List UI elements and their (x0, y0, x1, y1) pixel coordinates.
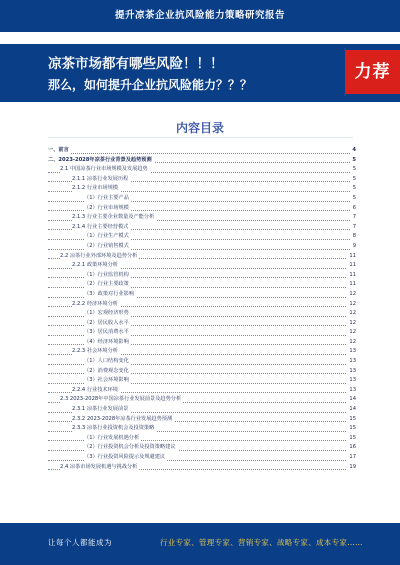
toc-entry-page: 14 (349, 406, 356, 413)
toc-entry-title: 2.2.1 政策环境分析 (72, 262, 118, 269)
toc-entry[interactable] (48, 463, 356, 473)
toc-entry-title: 2.3.3 凉茶行业投资机会及投资策略 (72, 425, 155, 432)
toc-entry-title: 2.1.3 行业主要企业数量及产能分析 (72, 214, 155, 221)
toc-entry-page: 12 (349, 310, 356, 317)
toc-entry-page: 13 (349, 386, 356, 393)
toc-entry-page: 7 (352, 223, 356, 230)
report-title: 提升凉茶企业抗风险能力策略研究报告 (114, 10, 285, 21)
toc-entry-title: （2）行业主要政策 (84, 281, 129, 288)
toc-heading: 内容目录 (175, 121, 224, 135)
toc-entry-title: （2）居民收入水平 (84, 319, 129, 326)
toc-entry-page: 6 (352, 204, 356, 211)
toc-entry-page: 12 (349, 300, 356, 307)
toc-entry-title: （1）人口结构变化 (84, 358, 129, 365)
toc-entry[interactable] (48, 213, 356, 223)
toc-entry[interactable] (48, 232, 356, 242)
toc-entry-title: （3）政策对行业影响 (84, 290, 134, 297)
toc-entry[interactable] (48, 347, 356, 357)
toc-entry[interactable] (48, 261, 356, 271)
toc-entry[interactable] (48, 271, 356, 281)
toc-entry[interactable] (48, 395, 356, 405)
toc-entry[interactable] (48, 252, 356, 262)
toc-entry-title: （1）行业监管机构 (84, 271, 129, 278)
toc-entry-title: 2.3.2 2023-2028年凉茶行业发展趋势预测 (72, 415, 173, 422)
toc-entry[interactable] (48, 223, 356, 233)
recommend-badge: 力荐 (345, 50, 400, 94)
toc-entry[interactable] (48, 424, 356, 434)
footer-bar (0, 523, 400, 565)
toc-entry-title: 2.1.1 凉茶行业发展历程 (72, 175, 129, 182)
toc-entry-title: 2.3 2023-2028年中国凉茶行业发展前景及趋势分析 (60, 396, 182, 403)
toc-entry-title: 一、前言 (48, 147, 69, 153)
toc-entry-page: 13 (349, 348, 356, 355)
toc-entry-title: 2.1 中国凉茶行业市场规模及发展趋势 (60, 166, 148, 173)
toc-entry-page: 7 (352, 214, 356, 221)
toc-entry[interactable] (48, 280, 356, 290)
toc-entry-title: （2）行业市场规模 (84, 204, 129, 211)
toc-entry-page: 13 (349, 377, 356, 384)
footer-slogan: 让每个人都能成为 (48, 538, 112, 547)
toc-entry-title: （4）经济环境影响 (84, 338, 129, 345)
toc-entry-page: 9 (352, 242, 356, 249)
toc-entry-page: 11 (349, 281, 356, 288)
toc-entry-page: 8 (352, 233, 356, 240)
toc-entry[interactable] (48, 156, 356, 166)
toc-entry[interactable] (48, 290, 356, 300)
toc-entry-title: 2.4 凉茶市场发展机遇与挑战分析 (60, 463, 138, 470)
toc-entry-title: 2.1.4 行业主要经营模式 (72, 223, 129, 230)
toc-entry[interactable] (48, 165, 356, 175)
toc-entry-page: 5 (352, 156, 356, 163)
toc-entry[interactable] (48, 319, 356, 329)
toc-entry-page: 17 (349, 454, 356, 460)
toc-heading-divider (48, 137, 353, 138)
toc-entry[interactable] (48, 367, 356, 377)
toc-entry[interactable] (48, 434, 356, 444)
toc-entry-title: （2）行业销售模式 (84, 242, 129, 249)
banner-subheadline: 那么，如何提升企业抗风险能力？？？ (48, 78, 253, 92)
toc-entry[interactable] (48, 328, 356, 338)
toc-entry-page: 4 (352, 147, 356, 153)
toc-entry[interactable] (48, 386, 356, 396)
toc-entry[interactable] (48, 357, 356, 367)
toc-entry-title: （1）行业生产模式 (84, 233, 129, 240)
toc-entry-title: （3）行业投资风险提示及规避建议 (84, 454, 166, 460)
footer-expert-list: 行业专家、管理专家、营销专家、战略专家、成本专家…… (160, 538, 363, 547)
toc-entry-title: 2.3.1 凉茶行业发展前景 (72, 406, 129, 413)
toc-entry-page: 15 (349, 425, 356, 432)
toc-entry-page: 5 (352, 175, 356, 182)
toc-entry-title: 2.2.4 行业技术环境 (72, 386, 118, 393)
toc-entry-page: 11 (349, 252, 356, 259)
toc-entry-page: 13 (349, 358, 356, 365)
table-of-contents (48, 146, 356, 472)
toc-entry[interactable] (48, 376, 356, 386)
toc-entry[interactable] (48, 242, 356, 252)
toc-entry-title: 2.2 凉茶行业外部环境及趋势分析 (60, 252, 138, 259)
toc-entry-page: 11 (349, 271, 356, 278)
toc-entry-page: 12 (349, 319, 356, 326)
toc-entry[interactable] (48, 443, 356, 453)
toc-leader-dots (48, 153, 356, 154)
toc-entry[interactable] (48, 415, 356, 425)
toc-entry-page: 5 (352, 185, 356, 192)
toc-entry[interactable] (48, 453, 356, 463)
toc-entry[interactable] (48, 338, 356, 348)
toc-entry[interactable] (48, 405, 356, 415)
toc-entry[interactable] (48, 184, 356, 194)
toc-entry-title: （1）宏观经济形势 (84, 310, 129, 317)
toc-entry-page: 12 (349, 338, 356, 345)
toc-entry-page: 5 (352, 166, 356, 173)
toc-entry-page: 12 (349, 290, 356, 297)
toc-entry[interactable] (48, 146, 356, 156)
report-header-bar (0, 0, 400, 32)
toc-entry-page: 14 (349, 396, 356, 403)
toc-entry-title: （1）行业主要产品 (84, 194, 129, 201)
toc-entry-title: （1）行业发展机遇分析 (84, 434, 140, 441)
toc-entry[interactable] (48, 175, 356, 185)
toc-entry[interactable] (48, 204, 356, 214)
toc-entry-title: 二、2023-2028年凉茶行业背景及趋势预测 (48, 156, 152, 163)
toc-entry-title: 2.2.3 社会环境分析 (72, 348, 118, 355)
toc-entry-page: 16 (349, 444, 356, 451)
toc-entry-title: （3）居民消费水平 (84, 329, 129, 336)
toc-entry[interactable] (48, 194, 356, 204)
toc-entry-page: 11 (349, 262, 356, 269)
toc-entry-title: （2）消费观念变化 (84, 367, 129, 374)
toc-entry-page: 13 (349, 367, 356, 374)
toc-entry[interactable] (48, 300, 356, 310)
toc-entry-title: （3）社会环境影响 (84, 377, 129, 384)
toc-entry-title: （2）行业投资机会分析及投资策略建议 (84, 444, 176, 451)
toc-entry[interactable] (48, 309, 356, 319)
banner-headline: 凉茶市场都有哪些风险！！！ (48, 56, 224, 72)
toc-entry-page: 15 (349, 415, 356, 422)
toc-entry-title: 2.1.2 行业市场规模 (72, 185, 118, 192)
toc-entry-page: 15 (349, 434, 356, 441)
toc-entry-title: 2.2.2 经济环境分析 (72, 300, 118, 307)
toc-entry-page: 19 (349, 463, 356, 470)
toc-entry-page: 12 (349, 329, 356, 336)
toc-entry-page: 5 (352, 194, 356, 201)
promo-banner (0, 44, 400, 102)
